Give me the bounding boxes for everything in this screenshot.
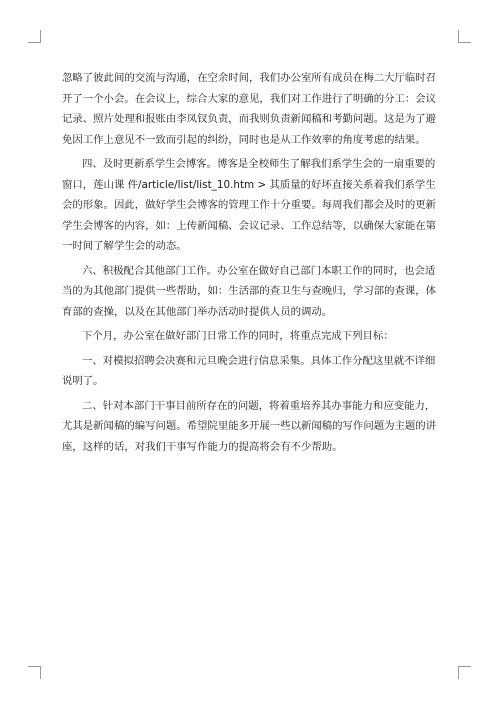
paragraph-goal-two: 二、针对本部门干事目前所存在的问题，将着重培养其办事能力和应变能力，尤其是新闻稿的编写问题。希望院里能多开展一些以新闻稿的写作问题为主题的讲座，这样的话，对我们干事写作能力的提高将会有不少帮助。 [62, 399, 437, 453]
crop-mark-top-right [458, 30, 471, 43]
document-body [62, 68, 444, 457]
crop-mark-bottom-right [458, 666, 471, 679]
paragraph-cooperation: 六、积极配合其他部门工作。办公室在做好自己部门本职工作的同时，也会适当的为其他部门提供一些帮助，如：生活部的查卫生与查晚归，学习部的查课，体育部的查操，以及在其他部门举办活动时提供人员的调动。 [62, 264, 437, 318]
crop-mark-top-left [28, 30, 41, 43]
paragraph-goal-one: 一、对模拟招聘会决赛和元旦晚会进行信息采集。具体工作分配这里就不详细说明了。 [62, 354, 436, 387]
paragraph-next-month: 下个月，办公室在做好部门日常工作的同时，将重点完成下列目标： [82, 330, 394, 342]
crop-mark-bottom-left [28, 666, 41, 679]
paragraph-blog-update: 四、及时更新系学生会博客。博客是全校师生了解我们系学生会的一扇重要的窗口，莲山课 件/article/list/list_10.htm > 其质量的好坏直接关系着我们系学生会的形象。因此，做好学生会博客的管理工作十分重要。每周我们都会及时的更新学生会博客的内容，如：上传新闻稿、会议记录、工作总结等，以确保大家能在第一时间了解学生会的动态。 [62, 158, 437, 252]
paragraph-team-meeting: 忽略了彼此间的交流与沟通，在空余时间，我们办公室所有成员在梅二大厅临时召开了一个小会。在会议上，综合大家的意见，我们对工作进行了明确的分工：会议记录、照片处理和报账由李凤钗负责，而我则负责新闻稿和考勤问题。这是为了避免因工作上意见不一致而引起的纠纷，同时也是从工作效率的角度考虑的结果。 [62, 72, 437, 146]
